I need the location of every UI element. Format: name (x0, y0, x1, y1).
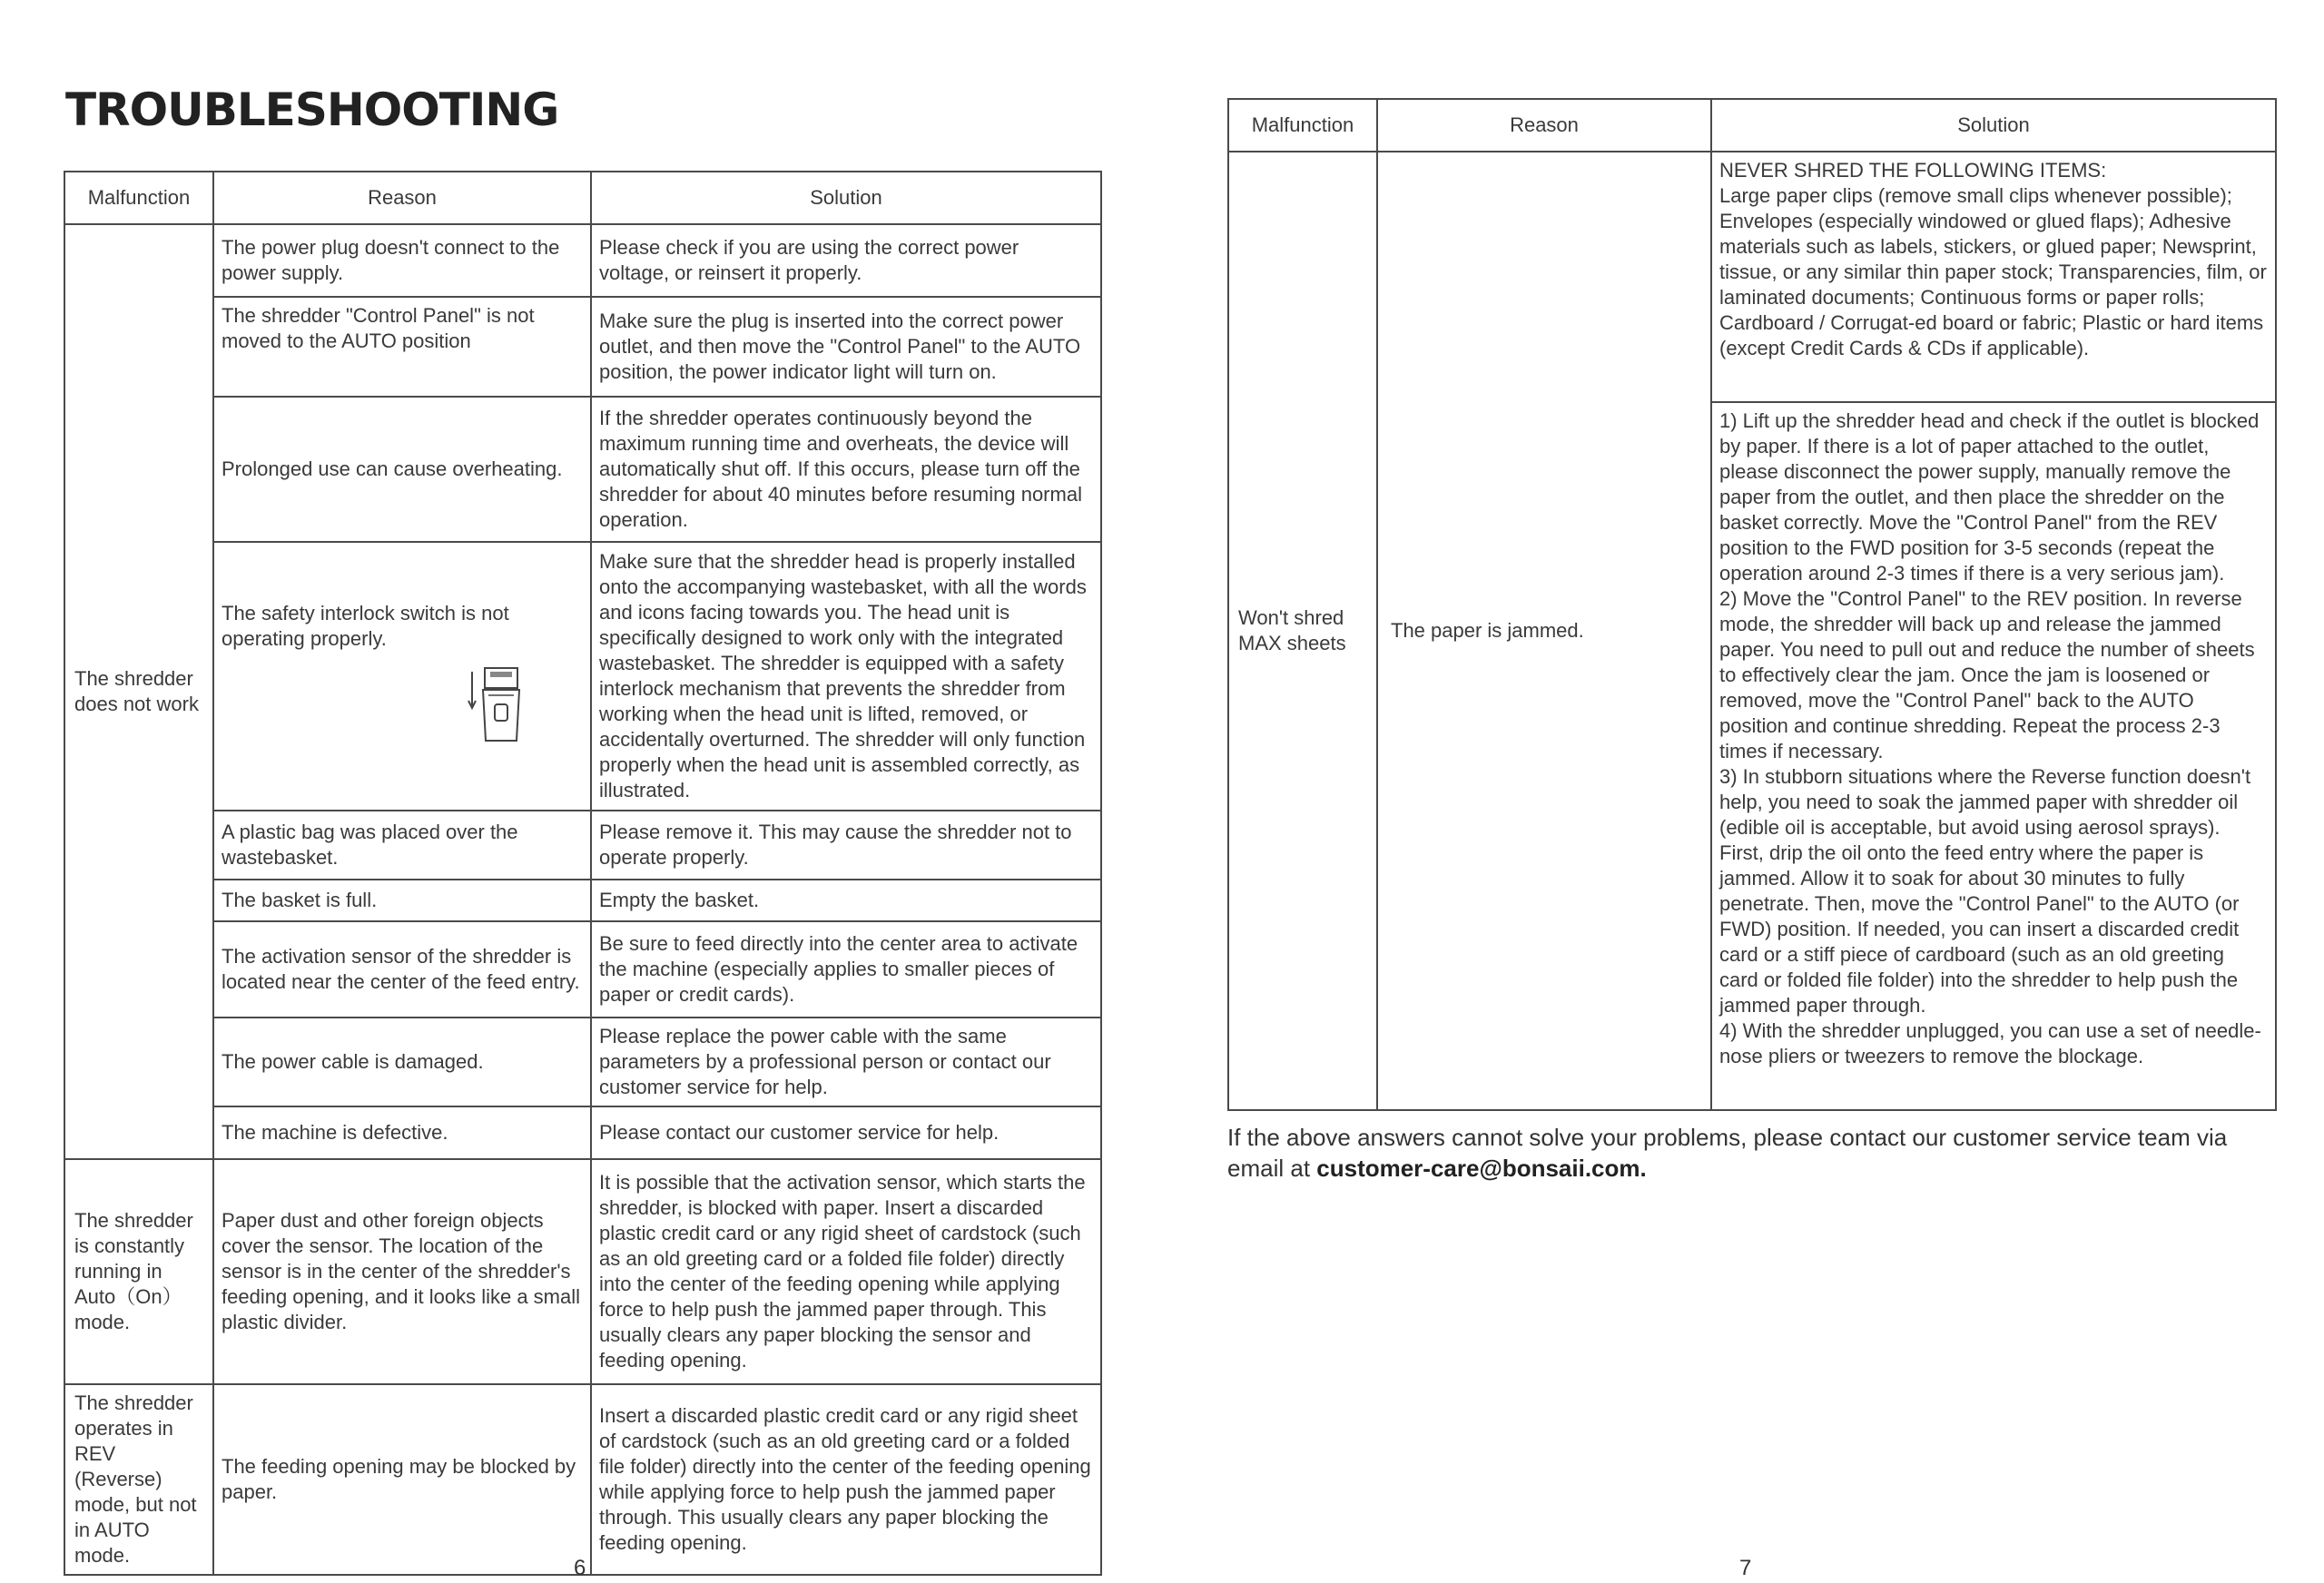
solution-cell: Make sure the plug is inserted into the correct power outlet, and then move the "Control Panel" to the AUTO position, the power indicator light will turn on. (591, 297, 1101, 397)
malfunction-cell: The shredder does not work (64, 224, 213, 1159)
shredder-interlock-illustration (465, 664, 583, 752)
page-number: 7 (1739, 1556, 1752, 1580)
table-row (64, 1384, 1101, 1575)
table-header-row (1228, 99, 2276, 152)
step-4: 4) With the shredder unplugged, you can use a set of needle-nose pliers or tweezers to remove the blockage. (1719, 1019, 2261, 1067)
steps-cell (1711, 402, 2276, 1110)
table-row (64, 880, 1101, 921)
table-row (64, 1018, 1101, 1106)
reason-cell: The power plug doesn't connect to the power supply. (213, 224, 591, 297)
troubleshooting-table-left (64, 171, 1102, 1576)
header-malfunction: Malfunction (64, 172, 213, 224)
header-reason: Reason (1377, 99, 1711, 152)
header-malfunction: Malfunction (1228, 99, 1377, 152)
reason-cell: The paper is jammed. (1377, 152, 1711, 1110)
table-row (64, 1159, 1101, 1384)
solution-cell: Please contact our customer service for help. (591, 1106, 1101, 1159)
page-title: TROUBLESHOOTING (65, 84, 559, 136)
table-row (1228, 152, 2276, 402)
solution-cell: Make sure that the shredder head is properly installed onto the accompanying wastebasket, with all the words and icons facing towards you. The head unit is specifically designed to work only with the integrated wastebasket. The shredder is equipped with a safety interlock mechanism that prevents the shredder from working when the head unit is lifted, removed, or accidentally overturned. The shredder will only function properly when the head unit is assembled correctly, as illustrated. (591, 542, 1101, 811)
solution-cell: If the shredder operates continuously beyond the maximum running time and overheats, the device will automatically shut off. If this occurs, please turn off the shredder for about 40 minutes before resuming normal operation. (591, 397, 1101, 542)
reason-cell: The activation sensor of the shredder is located near the center of the feed entry. (213, 921, 591, 1018)
support-email-link[interactable]: customer-care@bonsaii.com. (1316, 1155, 1647, 1182)
reason-cell: A plastic bag was placed over the wastebasket. (213, 811, 591, 880)
never-shred-title: NEVER SHRED THE FOLLOWING ITEMS: (1719, 159, 2107, 182)
footnote-text: If the above answers cannot solve your problems, please contact our customer service team via email at (1227, 1124, 2228, 1182)
table-row (64, 1106, 1101, 1159)
malfunction-cell: The shredder is constantly running in Auto（On）mode. (64, 1159, 213, 1384)
reason-cell: The shredder "Control Panel" is not moved to the AUTO position (213, 297, 591, 397)
reason-cell: The machine is defective. (213, 1106, 591, 1159)
table-row (64, 921, 1101, 1018)
step-2: 2) Move the "Control Panel" to the REV position. In reverse mode, the shredder will back up and release the jammed paper. You need to pull out and reduce the number of sheets to effectively clear the jam. Once the jam is loosened or removed, move the "Control Panel" back to the AUTO position and continue shredding. Repeat the process 2-3 times if necessary. (1719, 587, 2255, 762)
table-row (64, 397, 1101, 542)
page-number: 6 (574, 1556, 586, 1580)
troubleshooting-table-right (1227, 98, 2277, 1111)
solution-cell: Insert a discarded plastic credit card or any rigid sheet of cardstock (such as an old greeting card or a folded file folder) directly into the center of the feeding opening while applying force to help push the jammed paper through. This usually clears any paper blocking the feeding opening. (591, 1384, 1101, 1575)
table-header-row (64, 172, 1101, 224)
right-page (1162, 0, 2324, 1583)
table-row (64, 542, 1101, 811)
reason-cell: Paper dust and other foreign objects cover the sensor. The location of the sensor is in the center of the shredder's feeding opening, and it looks like a small plastic divider. (213, 1159, 591, 1384)
solution-cell: Please check if you are using the correct power voltage, or reinsert it properly. (591, 224, 1101, 297)
never-shred-text: Large paper clips (remove small clips whenever possible); Envelopes (especially windowed or glued flaps); Adhesive materials such as labels, stickers, or glued paper; Newsprint, tissue, or any similar thin paper stock; Transparencies, film, or laminated documents; Continuous forms or paper rolls; Cardboard / Corrugat-ed board or fabric; Plastic or hard items (except Credit Cards & CDs if applicable). (1719, 184, 2267, 359)
step-1: 1) Lift up the shredder head and check if the outlet is blocked by paper. If there is a lot of paper attached to the outlet, please disconnect the power supply, manually remove the paper from the outlet, and then place the shredder on the basket correctly. Move the "Control Panel" from the REV position to the FWD position for 3-5 seconds (repeat the operation around 2-3 times if there is a very serious jam). (1719, 409, 2260, 585)
solution-cell: Please replace the power cable with the same parameters by a professional person or contact our customer service for help. (591, 1018, 1101, 1106)
header-solution: Solution (591, 172, 1101, 224)
table-row (64, 297, 1101, 397)
malfunction-cell: The shredder operates in REV (Reverse) mode, but not in AUTO mode. (64, 1384, 213, 1575)
table-row (64, 224, 1101, 297)
reason-cell: The power cable is damaged. (213, 1018, 591, 1106)
contact-footnote (1227, 1122, 2271, 1184)
header-solution: Solution (1711, 99, 2276, 152)
malfunction-cell: Won't shred MAX sheets (1228, 152, 1377, 1110)
never-shred-cell (1711, 152, 2276, 402)
reason-cell: The basket is full. (213, 880, 591, 921)
solution-cell: It is possible that the activation sensor, which starts the shredder, is blocked with paper. Insert a discarded plastic credit card or any rigid sheet of cardstock (such as an old greeting card or a folded file folder) directly into the center of the feeding opening while applying force to help push the jammed paper through. This usually clears any paper blocking the sensor and feeding opening. (591, 1159, 1101, 1384)
reason-text: The safety interlock switch is not operating properly. (222, 601, 509, 650)
reason-cell: The feeding opening may be blocked by paper. (213, 1384, 591, 1575)
solution-cell: Be sure to feed directly into the center area to activate the machine (especially applies to smaller pieces of paper or credit cards). (591, 921, 1101, 1018)
step-3: 3) In stubborn situations where the Reverse function doesn't help, you need to soak the jammed paper with shredder oil (edible oil is acceptable, but avoid using aerosol sprays). First, drip the oil onto the feed entry where the paper is jammed. Allow it to soak for about 30 minutes to fully penetrate. Then, move the "Control Panel" to the AUTO (or FWD) position. If needed, you can insert a discarded credit card or a stiff piece of cardboard (such as an old greeting card or folded file folder) into the shredder to help push the jammed paper through. (1719, 765, 2251, 1017)
solution-cell: Empty the basket. (591, 880, 1101, 921)
solution-cell: Please remove it. This may cause the shredder not to operate properly. (591, 811, 1101, 880)
table-row (64, 811, 1101, 880)
header-reason: Reason (213, 172, 591, 224)
reason-cell: Prolonged use can cause overheating. (213, 397, 591, 542)
reason-cell (213, 542, 591, 811)
